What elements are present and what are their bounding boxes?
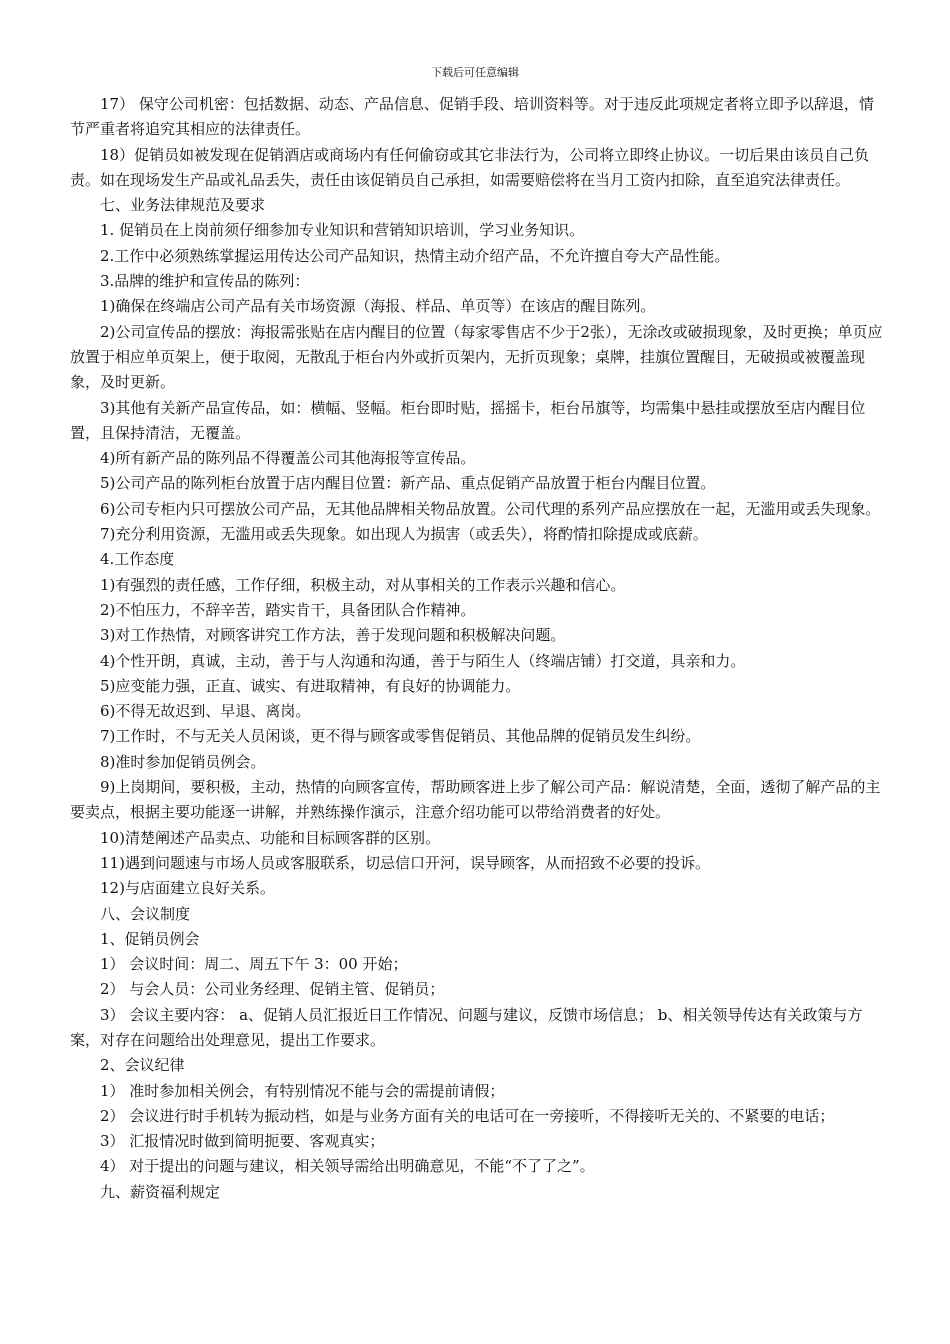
paragraph: 12)与店面建立良好关系。 bbox=[100, 879, 275, 898]
paragraph: 4)所有新产品的陈列品不得覆盖公司其他海报等宣传品。 bbox=[100, 449, 476, 468]
paragraph: 1. 促销员在上岗前须仔细参加专业知识和营销知识培训，学习业务知识。 bbox=[100, 221, 585, 240]
paragraph: 1、促销员例会 bbox=[100, 929, 200, 948]
paragraph: 3） 会议主要内容： a、促销人员汇报近日工作情况、问题与建议，反馈市场信息； b、相关领导传达有关政策与方案，对存在问题给出处理意见，提出工作要求。 bbox=[70, 1005, 863, 1049]
paragraph: 9)上岗期间，要积极，主动，热情的向顾客宣传，帮助顾客进上步了解公司产品：解说清楚，全面，透彻了解产品的主要卖点，根据主要功能逐一讲解，并熟练操作演示，注意介绍功能可以带给消费者的好处。 bbox=[70, 778, 881, 822]
paragraph: 4)个性开朗，真诚，主动，善于与人沟通和沟通，善于与陌生人（终端店铺）打交道，具亲和力。 bbox=[100, 651, 746, 670]
paragraph: 7)充分利用资源，无滥用或丢失现象。如出现人为损害（或丢失），将酌情扣除提成或底薪。 bbox=[100, 525, 708, 544]
paragraph: 2） 会议进行时手机转为振动档，如是与业务方面有关的电话可在一旁接听，不得接听无关的、不紧要的电话； bbox=[100, 1106, 835, 1125]
paragraph: 11)遇到问题速与市场人员或客服联系，切忌信口开河，误导顾客，从而招致不必要的投诉。 bbox=[100, 853, 710, 872]
paragraph: 九、薪资福利规定 bbox=[100, 1182, 221, 1201]
paragraph: 八、会议制度 bbox=[100, 904, 191, 923]
paragraph: 七、业务法律规范及要求 bbox=[100, 196, 266, 215]
paragraph: 3） 汇报情况时做到简明扼要、客观真实； bbox=[100, 1132, 385, 1151]
paragraph: 1） 会议时间：周二、周五下午 3：00 开始； bbox=[100, 955, 408, 974]
paragraph: 2)不怕压力，不辞辛苦，踏实肯干，具备团队合作精神。 bbox=[100, 600, 476, 619]
paragraph: 2.工作中必须熟练掌握运用传达公司产品知识，热情主动介绍产品，不允许擅自夸大产品性能。 bbox=[100, 246, 730, 265]
paragraph: 2)公司宣传品的摆放：海报需张贴在店内醒目的位置（每家零售店不少于2张），无涂改或破损现象，及时更换；单页应放置于相应单页架上，便于取阅，无散乱于柜台内外或折页架内，无折页现象；桌牌，挂旗位置醒目，无破损或被覆盖现象，及时更新。 bbox=[70, 322, 883, 392]
paragraph: 10)清楚阐述产品卖点、功能和目标顾客群的区别。 bbox=[100, 828, 440, 847]
paragraph: 6)公司专柜内只可摆放公司产品，无其他品牌相关物品放置。公司代理的系列产品应摆放在一起，无滥用或丢失现象。 bbox=[100, 499, 881, 518]
paragraph: 3)对工作热情，对顾客讲究工作方法，善于发现问题和积极解决问题。 bbox=[100, 626, 566, 645]
paragraph: 3.品牌的维护和宣传品的陈列： bbox=[100, 272, 310, 291]
paragraph: 18）促销员如被发现在促销酒店或商场内有任何偷窃或其它非法行为，公司将立即终止协议。一切后果由该员自己负责。如在现场发生产品或礼品丢失，责任由该促销员自己承担，如需要赔偿将在当月工资内扣除，直至追究法律责任。 bbox=[70, 145, 870, 189]
document-body bbox=[70, 92, 885, 1205]
paragraph: 2） 与会人员：公司业务经理、促销主管、促销员； bbox=[100, 980, 445, 999]
paragraph: 6)不得无故迟到、早退、离岗。 bbox=[100, 702, 311, 721]
paragraph: 4.工作态度 bbox=[100, 550, 175, 569]
page-header: 下载后可任意编辑 bbox=[431, 66, 519, 79]
paragraph: 2、会议纪律 bbox=[100, 1056, 185, 1075]
paragraph: 8)准时参加促销员例会。 bbox=[100, 752, 266, 771]
paragraph: 1） 准时参加相关例会，有特别情况不能与会的需提前请假； bbox=[100, 1081, 505, 1100]
paragraph: 7)工作时，不与无关人员闲谈，更不得与顾客或零售促销员、其他品牌的促销员发生纠纷。 bbox=[100, 727, 701, 746]
paragraph: 4） 对于提出的问题与建议，相关领导需给出明确意见，不能“不了了之”。 bbox=[100, 1157, 595, 1176]
paragraph: 5)应变能力强，正直、诚实、有进取精神，有良好的协调能力。 bbox=[100, 676, 521, 695]
paragraph: 1)确保在终端店公司产品有关市场资源（海报、样品、单页等）在该店的醒目陈列。 bbox=[100, 297, 656, 316]
paragraph: 1)有强烈的责任感，工作仔细，积极主动，对从事相关的工作表示兴趣和信心。 bbox=[100, 575, 626, 594]
paragraph: 5)公司产品的陈列柜台放置于店内醒目位置：新产品、重点促销产品放置于柜台内醒目位置。 bbox=[100, 474, 716, 493]
paragraph: 17） 保守公司机密：包括数据、动态、产品信息、促销手段、培训资料等。对于违反此项规定者将立即予以辞退，情节严重者将追究其相应的法律责任。 bbox=[70, 95, 874, 139]
paragraph: 3)其他有关新产品宣传品，如：横幅、竖幅。柜台即时贴，摇摇卡，柜台吊旗等，均需集中悬挂或摆放至店内醒目位置，且保持清洁，无覆盖。 bbox=[70, 398, 866, 442]
